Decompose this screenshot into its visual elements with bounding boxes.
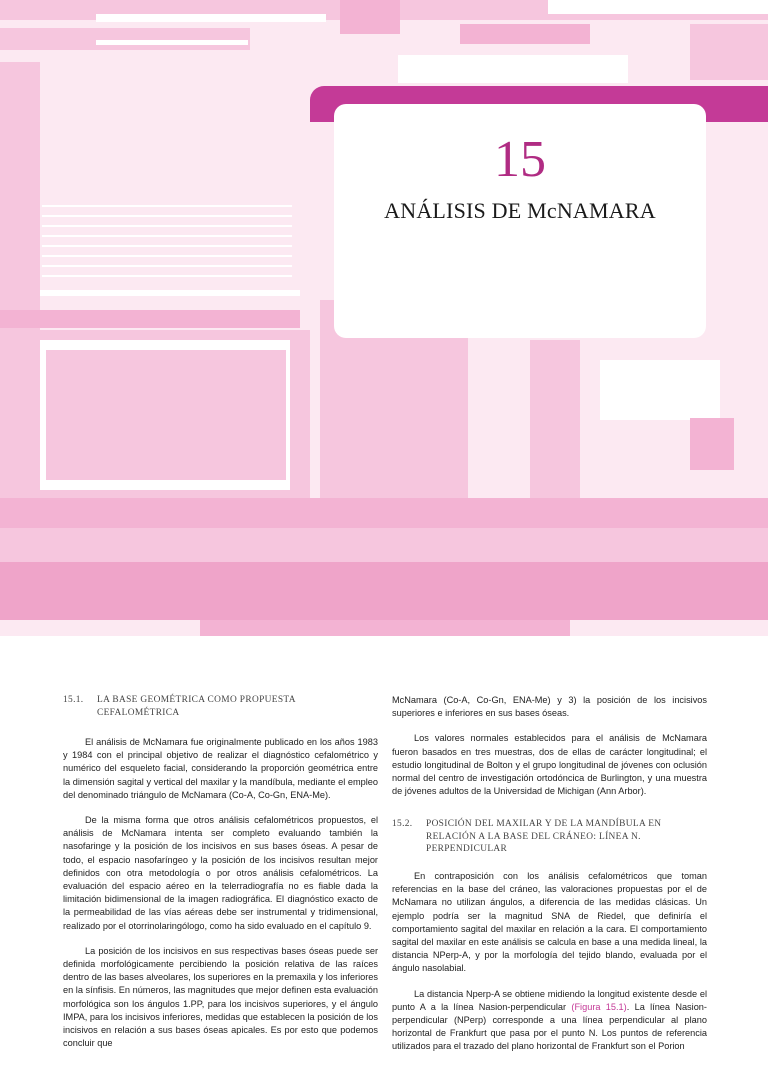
paragraph-text: . La línea Nasion-perpendicular (NPerp) corresponde a una línea perpendicular al plano horizontal de Frankfurt que pasa por el punto N. Los puntos de referencia utilizados para el trazado del plano horizontal de Frankfurt son el Porion <box>392 1001 707 1052</box>
section-heading-15-1 <box>63 694 378 719</box>
chapter-number: 15 <box>494 131 546 188</box>
figure-reference-link[interactable]: (Figura 15.1) <box>571 1001 627 1012</box>
paragraph: El análisis de McNamara fue originalmente publicado en los años 1983 y 1984 con el principal objetivo de realizar el diagnóstico cefalométrico y numérico del esqueleto facial, considerando la proporción geométrica entre la dimensión sagital y vertical del maxilar y la mandíbula, mediante el empleo del denominado triángulo de McNamara (Co-A, Co-Gn, ENA-Me). <box>63 737 378 800</box>
paragraph: En contraposición con los análisis cefalométricos que toman referencias en la base del cráneo, las valoraciones propuestas por el de McNamara no utilizan ángulos, a diferencia de las medidas clásicas. Un ejemplo podría ser la magnitud SNA de Riedel, que definiría el comportamiento sagital del maxilar en relación a la cara. El comportamiento sagital del maxilar en este análisis se calcula en base a una medida lineal, la distancia NPerp-A, y por la morfología del tejido blando, evaluada por el ángulo nasolabial. <box>392 870 707 974</box>
paragraph: McNamara (Co-A, Co-Gn, ENA-Me) y 3) la posición de los incisivos superiores e inferiores en sus bases óseas. <box>392 695 707 719</box>
chapter-title: ANÁLISIS DE McNAMARA <box>384 198 656 223</box>
chapter-title-card <box>334 104 706 338</box>
section-number: 15.1. <box>63 695 84 705</box>
paragraph <box>392 988 707 1054</box>
right-column <box>392 694 707 1066</box>
section-title: LA BASE GEOMÉTRICA COMO PROPUESTA CEFALOMÉTRICA <box>97 695 296 718</box>
section-title: POSICIÓN DEL MAXILAR Y DE LA MANDÍBULA EN RELACIÓN A LA BASE DEL CRÁNEO: LÍNEA N. PERPENDICULAR <box>426 819 662 855</box>
left-column <box>63 694 378 1062</box>
section-number: 15.2. <box>392 819 413 830</box>
paragraph: La posición de los incisivos en sus respectivas bases óseas puede ser definida morfológicamente percibiendo la posición relativa de las raíces dentro de las bases alveolares, los superiores en la premaxila y los inferiores en la sínfisis. En números, las magnitudes que mejor definen esta evaluación morfológica son los ángulos 1.PP, para los incisivos superiores, y el ángulo IMPA, para los incisivos inferiores, medidas que establecen la posición de los incisivos en relación a sus bases óseas apicales. Es por esto que podemos concluir que <box>63 945 378 1049</box>
paragraph: Los valores normales establecidos para el análisis de McNamara fueron basados en tres muestras, dos de ellas de carácter longitudinal; el estudio longitudinal de Bolton y el grupo longitudinal de jóvenes con oclusión normal del centro de investigación ortodóncica de Burlington, y una muestra de jóvenes adultos de la Universidad de Michigan (Ann Arbor). <box>392 733 707 797</box>
paragraph: De la misma forma que otros análisis cefalométricos propuestos, el análisis de McNamara intenta ser completo evaluando también la nasofaringe y la posición de los incisivos en sus bases óseas. A pesar de todo, el espacio nasofaríngeo y la posición de los incisivos resultan mejor definidos con otra metodología o por otros análisis cefalométricos. La evaluación del espacio aéreo en la telerradiografía no es fiable dada la limitación bidimensional de la imagen radiográfica. El diagnóstico exacto de la permeabilidad de las vías aéreas debe ser instrumental y tridimensional, realizado por el otorrinolaringólogo, como ha sido evaluado en el capítulo 9. <box>63 815 378 931</box>
section-heading-15-2 <box>392 818 707 856</box>
paragraph-text: La distancia Nperp-A se obtiene midiendo la longitud existente desde el punto A a la línea Nasion-perpendicular <box>392 988 707 1012</box>
